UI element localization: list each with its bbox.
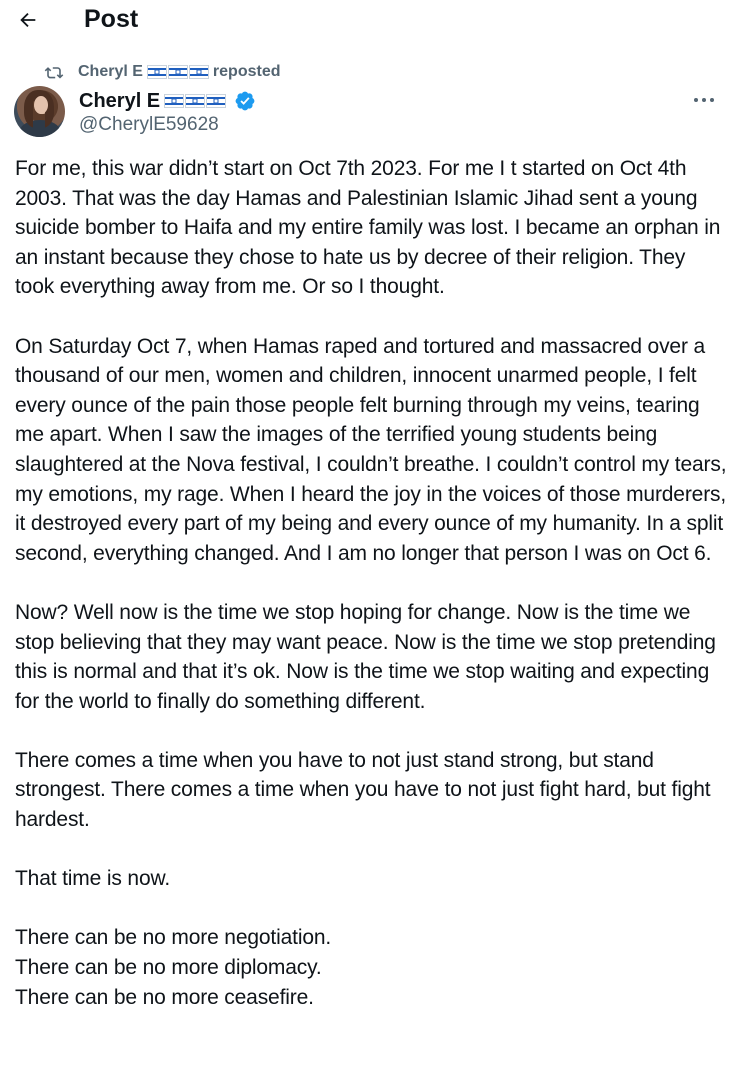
tweet-paragraph: That time is now.: [15, 867, 171, 891]
back-button[interactable]: [14, 6, 42, 34]
israel-flag-icon: [189, 65, 209, 79]
author-handle[interactable]: @CherylE59628: [79, 114, 219, 135]
israel-flag-icon: [206, 94, 226, 108]
repost-indicator: [44, 61, 281, 83]
tweet-paragraph: Now? Well now is the time we stop hoping for change. Now is the time we stop believing that they may want peace. Now is the time we stop pretending this is normal and that it’s ok. Now is the time we stop waiting and expecting for the world to finally do something different.: [15, 600, 716, 713]
top-bar: [0, 0, 740, 44]
arrow-left-icon: [17, 9, 39, 31]
more-options-button[interactable]: [690, 88, 718, 112]
verified-badge-icon[interactable]: [234, 90, 256, 112]
author-name-row[interactable]: [79, 89, 256, 113]
tweet-paragraph: There comes a time when you have to not just stand strong, but stand strongest. There comes a time when you have to not just fight hard, but fight hardest.: [15, 748, 711, 832]
israel-flag-icon: [185, 94, 205, 108]
flag-emojis: [147, 65, 209, 79]
tweet-text: [15, 154, 729, 1012]
israel-flag-icon: [147, 65, 167, 79]
tweet-paragraph: There can be no more negotiation. There can be no more diplomacy. There can be no more ceasefire.: [15, 926, 332, 1009]
flag-emojis: [164, 94, 226, 108]
repost-icon: [44, 63, 66, 81]
israel-flag-icon: [168, 65, 188, 79]
more-dots-icon: [693, 97, 715, 103]
page-title: Post: [84, 5, 139, 33]
tweet-paragraph: For me, this war didn’t start on Oct 7th 2023. For me I t started on Oct 4th 2003. That was the day Hamas and Palestinian Islamic Jihad sent a young suicide bomber to Haifa and my entire family was lost. I became an orphan in an instant because they chose to hate us by decree of their religion. They took everything away from me. Or so I thought.: [15, 157, 721, 299]
author-display-name[interactable]: Cheryl E: [79, 89, 161, 112]
repost-label: reposted: [212, 63, 281, 80]
avatar[interactable]: [14, 86, 65, 137]
tweet-paragraph: On Saturday Oct 7, when Hamas raped and tortured and massacred over a thousand of our men, women and children, innocent unarmed people, I felt every ounce of the pain those people felt burning through my veins, tearing me apart. When I saw the images of the terrified young students being slaughtered at the Nova festival, I couldn’t breathe. I couldn’t control my tears, my emotions, my rage. When I heard the joy in the voices of those murderers, it destroyed every part of my being and every ounce of my humanity. In a split second, everything changed. And I am no longer that person I was on Oct 6.: [15, 334, 727, 565]
repost-user-name[interactable]: Cheryl E: [78, 63, 143, 80]
israel-flag-icon: [164, 94, 184, 108]
